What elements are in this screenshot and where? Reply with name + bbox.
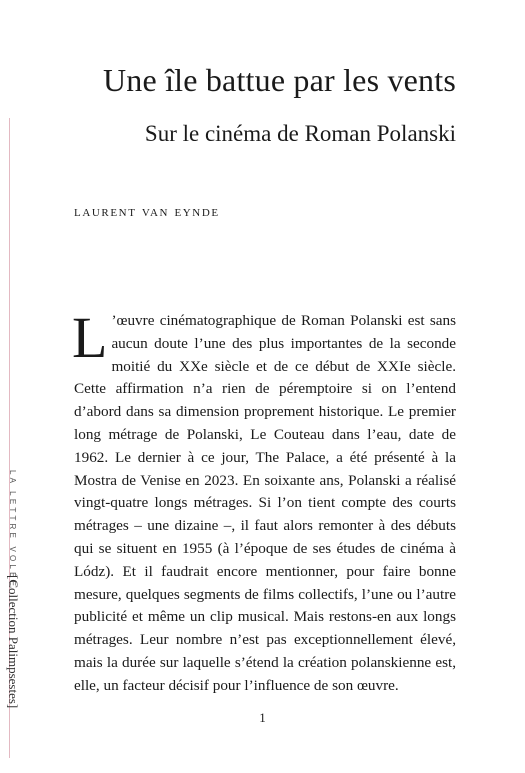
spine-collection: [Collection Palimpsestes] [6,575,21,709]
book-subtitle: Sur le cinéma de Roman Polanski [144,121,456,146]
body-paragraph [72,305,456,698]
body-text: ’œuvre cinématographique de Roman Polanski est sans aucun doute l’une des plus importantes de la seconde moitié du XXe siècle et de ce début de XXIe siècle. Cette affirmation n’a rien de péremptoire si on l’entend d’abord dans sa dimension proprement historique. Le premier long métrage de Polanski, Le Couteau dans l’eau, date de 1962. Le dernier à ce jour, The Palace, a été présenté à la Mostra de Venise en 2023. En soixante ans, Polanski a réalisé vingt-quatre longs métrages. Si l’on tient compte des courts métrages – une dizaine –, il faut alors remonter à des débuts qui se situent en 1955 (à l’époque de ses études de cinéma à Lódz). Et il faudrait encore mentionner, pour faire bonne mesure, quelques segments de films collectifs, l’une ou l’autre publicité et même un clip musical. Mais restons-en aux longs métrages. Leur nombre n’est pas exceptionnellement élevé, mais la durée sur laquelle s’étend la création polanskienne est, elle, un facteur décisif pour l’influence de son œuvre. [74,312,456,694]
page-number: 1 [259,710,266,725]
book-title: Une île battue par les vents [102,62,456,98]
drop-cap: L [72,305,108,370]
author-name: laurent van eynde [74,204,220,220]
spine-publisher: LA LETTRE VOLÉE [8,470,17,590]
